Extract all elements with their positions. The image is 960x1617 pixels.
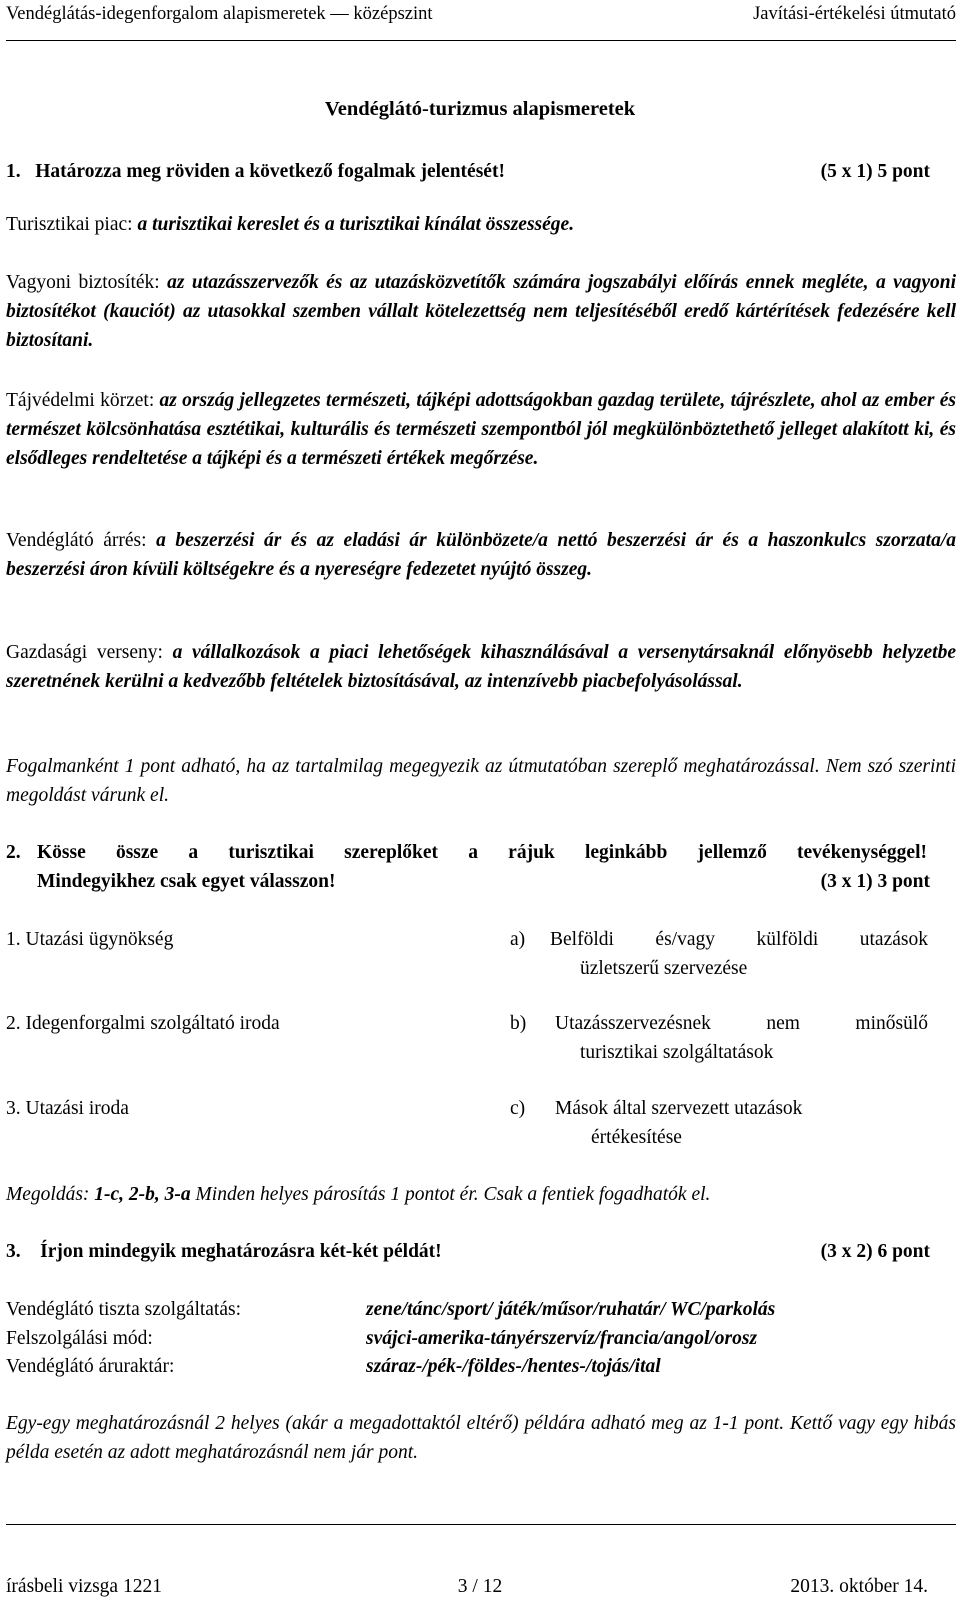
q2-left-item-2: 2. Idegenforgalmi szolgáltató iroda: [6, 1013, 280, 1034]
q3-points: (3 x 2) 6 pont: [820, 1241, 930, 1262]
q2-left-item-3: 3. Utazási iroda: [6, 1098, 129, 1119]
q1-heading: [6, 157, 505, 186]
q3-scoring-note: Egy-egy meghatározásnál 2 helyes (akár a megadottaktól eltérő) példára adható meg az 1-1 pont. Kettő vagy egy hibás példa esetén az adott meghatározásnál nem jár pont.: [6, 1413, 956, 1463]
term-definition: a beszerzési ár és az eladási ár különbözete/a nettó beszerzési ár és a haszonkulcs szorzata/a beszerzési áron kívüli költségekre és a nyereségre fedezetet nyújtó összeg.: [6, 530, 956, 580]
q3-heading: [6, 1237, 442, 1266]
term-label: Tájvédelmi körzet:: [6, 390, 160, 411]
q2-right-a-line2: üzletszerű szervezése: [580, 958, 748, 979]
footer-page-number: 3 / 12: [457, 1576, 503, 1597]
q2-right-c-line2: értékesítése: [591, 1127, 682, 1148]
term-definition: a turisztikai kereslet és a turisztikai kínálat összessége.: [137, 214, 575, 235]
q1-scoring-note: Fogalmanként 1 pont adható, ha az tartalmilag megegyezik az útmutatóban szereplő meghatározással. Nem szó szerinti megoldást várunk el.: [6, 756, 956, 806]
footer-left: írásbeli vizsga 1221: [6, 1576, 162, 1597]
term-label: Turisztikai piac:: [6, 214, 138, 235]
q2-right-a-line1: Belföldi és/vagy külföldi utazások: [550, 929, 928, 950]
term-label: Vendéglátó árrés:: [6, 530, 157, 551]
term-label: Vagyoni biztosíték:: [6, 272, 168, 293]
q1-question: Határozza meg röviden a következő fogalmak jelentését!: [35, 161, 505, 182]
solution-label: Megoldás:: [6, 1184, 95, 1205]
q2-right-letter-b: b): [510, 1013, 527, 1034]
q3-row-answer-3: száraz-/pék-/földes-/hentes-/tojás/ital: [366, 1356, 661, 1377]
q2-right-letter-a: a): [510, 929, 526, 950]
q2-points: (3 x 1) 3 pont: [820, 871, 930, 892]
footer-right: 2013. október 14.: [790, 1576, 928, 1597]
q2-solution: [6, 1180, 710, 1209]
term-definition: a vállalkozások a piaci lehetőségek kihasználásával a versenytársaknál előnyösebb helyzetbe szeretnének kerülni a kedvezőbb feltételek biztosításával, az intenzívebb piacbefolyásolással.: [6, 642, 956, 692]
q2-question-line2: Mindegyikhez csak egyet válasszon!: [37, 871, 336, 892]
q3-question: Írjon mindegyik meghatározásra két-két példát!: [40, 1241, 442, 1262]
header-rule: [6, 40, 956, 41]
q3-row-label-3: Vendéglátó áruraktár:: [6, 1356, 175, 1377]
q1-item-2: [6, 268, 956, 355]
term-label: Gazdasági verseny:: [6, 642, 173, 663]
q1-points: (5 x 1) 5 pont: [820, 161, 930, 182]
solution-note: Minden helyes párosítás 1 pontot ér. Csak a fentiek fogadhatók el.: [190, 1184, 711, 1205]
term-definition: az ország jellegzetes természeti, tájképi adottságokban gazdag területe, tájrészlete, ahol az ember és természet kölcsönhatása esztétikai, kulturális és természeti szempontból jól megkülönböztethető jelleget alakított ki, és elsődleges rendeltetése a tájképi és a természeti értékek megőrzése.: [6, 390, 956, 469]
q2-right-c-line1: Mások által szervezett utazások: [555, 1098, 803, 1119]
q3-row-answer-1: zene/tánc/sport/ játék/műsor/ruhatár/ WC/parkolás: [366, 1299, 776, 1320]
q3-number: 3.: [6, 1241, 21, 1262]
q1-item-4: [6, 526, 956, 584]
q2-number: 2.: [6, 842, 21, 863]
q2-right-b-line1: Utazásszervezésnek nem minősülő: [555, 1013, 928, 1034]
header-left: Vendéglátás-idegenforgalom alapismeretek — középszint: [6, 4, 433, 24]
solution-value: 1-c, 2-b, 3-a: [94, 1184, 191, 1205]
q1-item-5: [6, 638, 956, 696]
q2-right-letter-c: c): [510, 1098, 526, 1119]
term-definition: az utazásszervezők és az utazásközvetítők számára jogszabályi előírás ennek megléte, a vagyoni biztosítékot (kauciót) az utasokkal szemben vállalt kötelezettség nem teljesítéséből eredő kártérítések fedezésére kell biztosítani.: [6, 272, 956, 351]
section-title: Vendéglátó-turizmus alapismeretek: [324, 98, 636, 120]
q3-row-answer-2: svájci-amerika-tányérszervíz/francia/angol/orosz: [366, 1328, 758, 1349]
q1-item-3: [6, 386, 956, 473]
q1-item-1: [6, 210, 956, 239]
q2-right-b-line2: turisztikai szolgáltatások: [580, 1042, 774, 1063]
header-right: Javítási-értékelési útmutató: [753, 4, 956, 24]
q2-left-item-1: 1. Utazási ügynökség: [6, 929, 174, 950]
q1-number: 1.: [6, 161, 21, 182]
q3-row-label-2: Felszolgálási mód:: [6, 1328, 153, 1349]
q3-row-label-1: Vendéglátó tiszta szolgáltatás:: [6, 1299, 242, 1320]
q2-question-line1: Kösse össze a turisztikai szereplőket a rájuk leginkább jellemző tevékenységgel!: [37, 842, 927, 863]
footer-rule: [6, 1524, 956, 1525]
